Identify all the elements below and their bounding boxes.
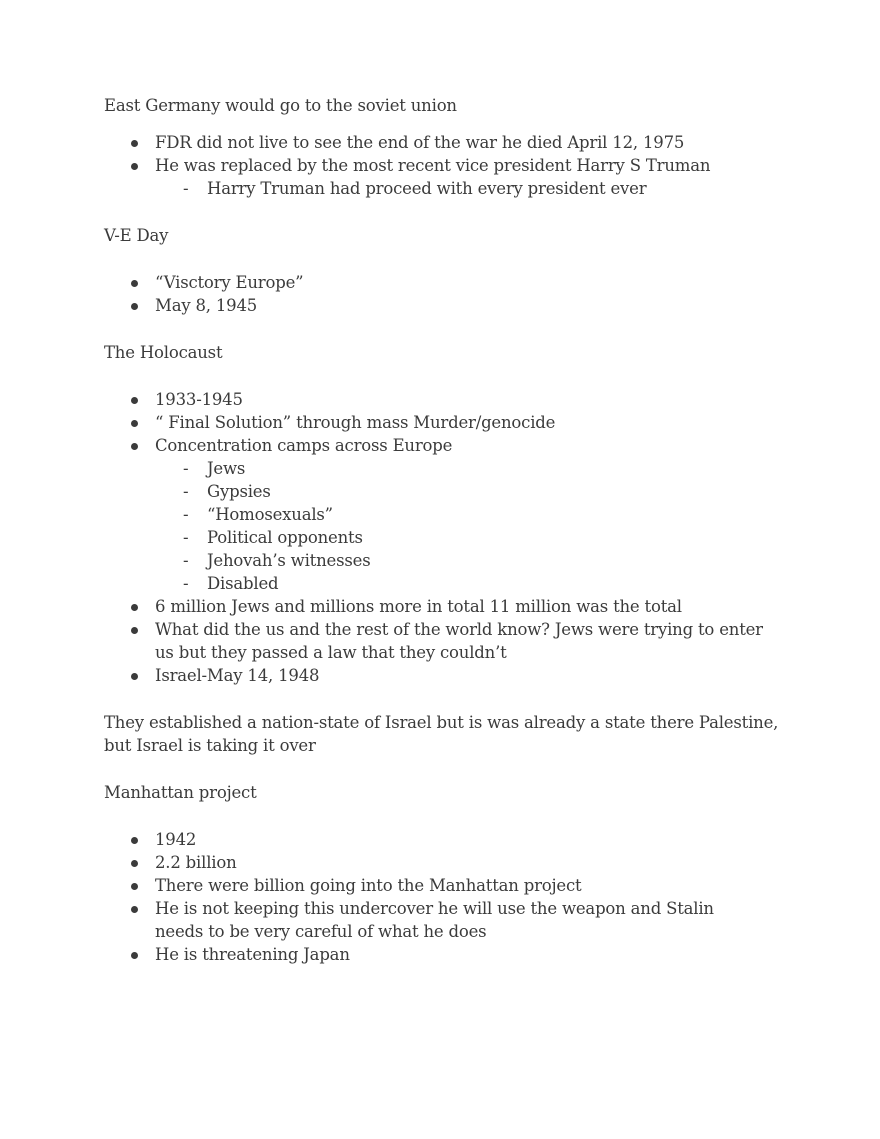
list-item: Israel-May 14, 1948 [104,664,765,687]
list-item: 6 million Jews and millions more in total 11 million was the total [104,595,765,618]
holocaust-bullet-list-b [104,595,794,687]
holocaust-bullet-list-a [104,388,794,457]
list-item: FDR did not live to see the end of the war he died April 12, 1975 [104,131,765,154]
list-item: 1933-1945 [104,388,765,411]
israel-paragraph: They established a nation-state of Israel but is was already a state there Palestine, but Israel is taking it over [104,713,779,755]
manhattan-bullet-list [104,828,794,966]
list-item: - Disabled [104,572,794,595]
list-item: Concentration camps across Europe [104,434,765,457]
list-item: - Jehovah’s witnesses [104,549,794,572]
list-item: He was replaced by the most recent vice president Harry S Truman [104,154,765,177]
list-item: May 8, 1945 [104,294,765,317]
list-item: He is threatening Japan [104,943,765,966]
list-item: - Harry Truman had proceed with every president ever [104,177,794,200]
list-item: He is not keeping this undercover he will use the weapon and Stalin needs to be very careful of what he does [104,897,765,943]
list-item: What did the us and the rest of the world know? Jews were trying to enter us but they passed a law that they couldn’t [104,618,765,664]
list-item: - Gypsies [104,480,794,503]
heading-manhattan-project: Manhattan project [104,783,257,802]
list-item: 2.2 billion [104,851,765,874]
list-item: “ Final Solution” through mass Murder/genocide [104,411,765,434]
ve-day-bullet-list [104,271,794,317]
list-item: “Visctory Europe” [104,271,765,294]
holocaust-sub-list [104,457,794,595]
heading-holocaust: The Holocaust [104,343,223,362]
heading-ve-day: V-E Day [104,226,169,245]
list-item: There were billion going into the Manhattan project [104,874,765,897]
intro-sub-list [104,177,794,200]
intro-bullet-list [104,131,794,177]
list-item: - “Homosexuals” [104,503,794,526]
list-item: - Political opponents [104,526,794,549]
list-item: 1942 [104,828,765,851]
list-item: - Jews [104,457,794,480]
document-page [104,94,794,966]
heading-east-germany: East Germany would go to the soviet union [104,96,457,115]
